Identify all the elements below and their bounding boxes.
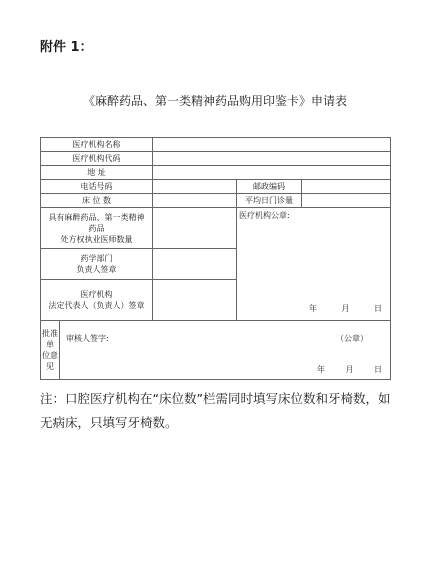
field-legal-rep-sign[interactable] <box>153 279 237 320</box>
row-physician-count <box>41 208 391 249</box>
field-institution-code[interactable] <box>153 152 391 166</box>
approval-cell[interactable] <box>41 321 391 380</box>
label-postal-code: 邮政编码 <box>237 180 302 194</box>
field-pharmacy-head-sign[interactable] <box>153 249 237 280</box>
label-physician-count: 具有麻醉药品、第一类精神 药品 处方权执业医师数量 <box>41 208 153 249</box>
attachment-label: 附件 1： <box>40 40 93 55</box>
row-institution-code <box>41 152 391 166</box>
row-phone <box>41 180 391 194</box>
label-reviewer-sign: 审核人签字: <box>66 334 109 343</box>
label-official-seal: （公章） <box>336 334 368 343</box>
row-institution-name <box>41 138 391 152</box>
field-beds[interactable] <box>153 194 237 208</box>
application-form-table <box>40 137 391 380</box>
form-title: 《麻醉药品、第一类精神药品购用印鉴卡》申请表 <box>82 94 347 108</box>
field-phone[interactable] <box>153 180 237 194</box>
field-institution-name[interactable] <box>153 138 391 152</box>
label-institution-seal: 医疗机构公章: <box>239 211 290 220</box>
label-institution-code: 医疗机构代码 <box>41 152 153 166</box>
label-institution-name: 医疗机构名称 <box>41 138 153 152</box>
label-approval-unit: 批准单 位意见 <box>41 321 60 379</box>
field-postal-code[interactable] <box>302 180 391 194</box>
label-pharmacy-head: 药学部门 负责人签章 <box>41 249 153 280</box>
label-avg-outpatient: 平均日门诊量 <box>237 194 302 208</box>
approval-opinion-area[interactable] <box>60 321 390 379</box>
label-legal-rep: 医疗机构 法定代表人（负责人）签章 <box>41 279 153 320</box>
field-address[interactable] <box>153 166 391 180</box>
field-avg-outpatient[interactable] <box>302 194 391 208</box>
label-phone: 电话号码 <box>41 180 153 194</box>
field-physician-count[interactable] <box>153 208 237 249</box>
row-address <box>41 166 391 180</box>
approval-date: 年 月 日 <box>316 365 383 374</box>
footnote: 注：口腔医疗机构在“床位数”栏需同时填写床位数和牙椅数，如无病床，只填写牙椅数。 <box>40 391 391 430</box>
label-address: 地 址 <box>41 166 153 180</box>
row-approval <box>41 321 391 380</box>
seal-date: 年 月 日 <box>308 304 383 313</box>
institution-seal-cell[interactable] <box>237 208 391 321</box>
label-beds: 床 位 数 <box>41 194 153 208</box>
row-beds <box>41 194 391 208</box>
